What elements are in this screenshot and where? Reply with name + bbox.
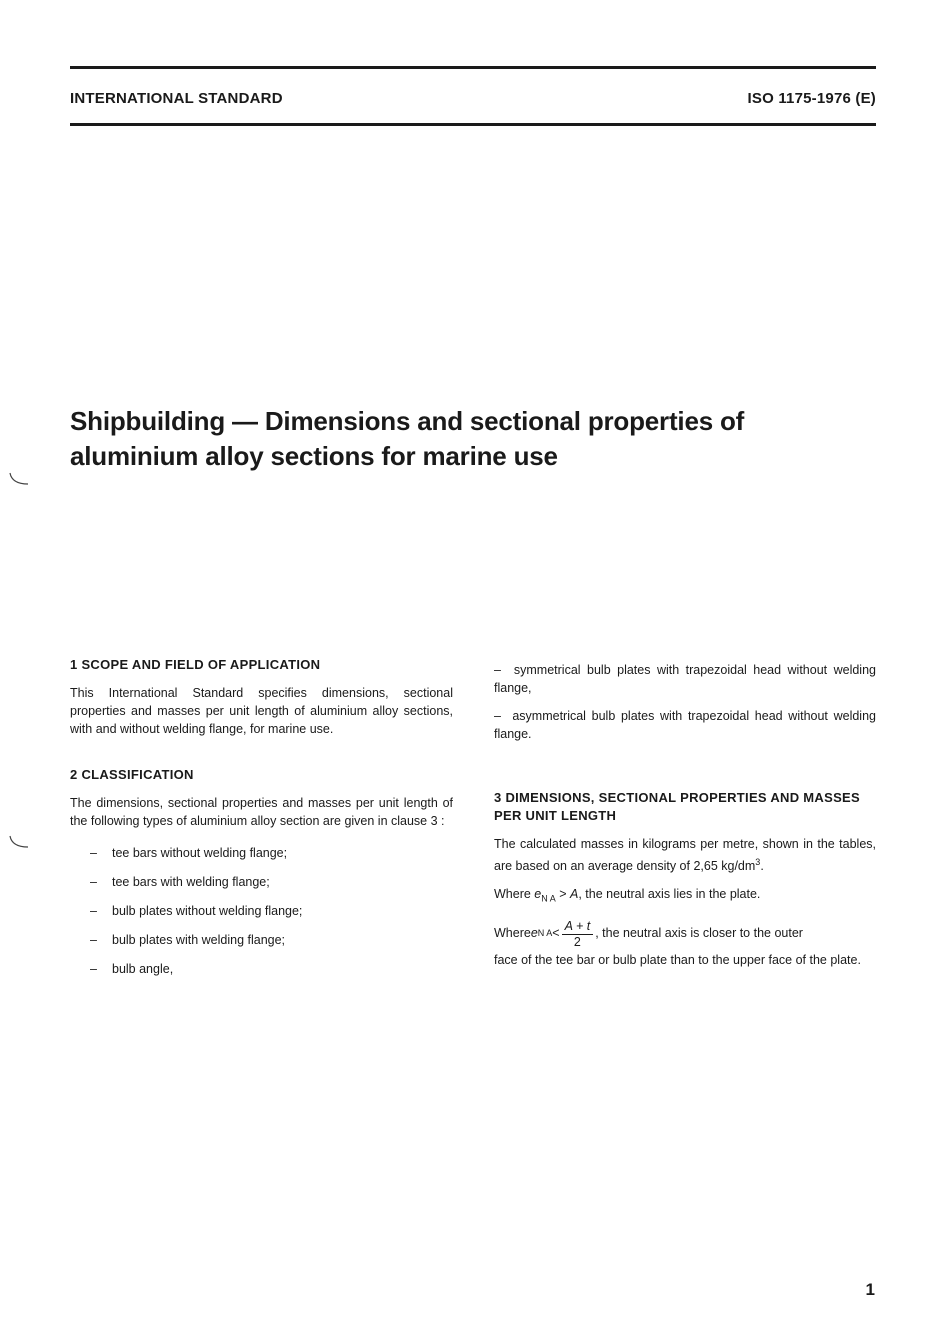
where-label: Where [494,887,535,902]
symbol-A: A [570,887,579,902]
symbol-subscript: N A [537,928,553,939]
list-item [494,661,876,697]
condition-text: , the neutral axis lies in the plate. [578,887,761,902]
list-item [90,844,453,862]
list-item-text: tee bars with welding flange; [112,875,270,889]
list-item-text: tee bars without welding flange; [112,846,288,860]
list-dash: – [90,962,97,976]
header-document-number: ISO 1175-1976 (E) [747,90,876,107]
right-column [494,661,876,979]
symbol-subscript: N A [541,893,556,904]
fraction [562,918,594,949]
list-item [90,873,453,891]
left-column [70,656,453,989]
section-2-heading: 2 CLASSIFICATION [70,767,194,782]
fraction-numerator: A + t [562,918,594,935]
operator-less: < [552,926,560,941]
section-3-heading: 3 DIMENSIONS, SECTIONAL PROPERTIES AND MASSES PER UNIT LENGTH [494,790,860,823]
list-item [90,902,453,920]
list-item-text: bulb plates with welding flange; [112,933,286,947]
section-3-formula-continuation: face of the tee bar or bulb plate than to the upper face of the plate. [494,952,861,967]
title-line-1: Shipbuilding — Dimensions and sectional properties of [70,406,745,436]
section-3-density-paragraph [494,835,876,875]
section-1-heading: 1 SCOPE AND FIELD OF APPLICATION [70,657,321,672]
list-item-text: asymmetrical bulb plates with trapezoidal head without welding flange. [494,709,876,741]
density-exponent: 3 [755,857,761,867]
fraction-denominator: 2 [573,934,581,949]
header-rule-top [70,66,876,69]
operator-greater: > [555,887,571,902]
margin-mark [8,835,30,849]
density-text: The calculated masses in kilograms per metre, shown in the tables, are based on an average density of 2,65 kg/dm [494,837,876,874]
list-dash: – [494,663,501,677]
section-1-body: This International Standard specifies dimensions, sectional properties and masses per unit length of aluminium alloy sections, with and without welding flange, for marine use. [70,686,453,736]
list-dash: – [494,709,501,723]
list-item [90,931,453,949]
margin-mark [8,472,30,486]
list-item [494,707,876,743]
page-number: 1 [865,1280,875,1299]
section-2-body: The dimensions, sectional properties and masses per unit length of the following types of aluminium alloy section are given in clause 3 : [70,796,453,828]
symbol-e: e [534,887,542,902]
section-3-plate-condition [494,885,876,908]
list-item-text: bulb plates without welding flange; [112,904,303,918]
symbol-e: e [530,926,538,941]
list-item [90,960,453,978]
list-item-text: symmetrical bulb plates with trapezoidal head without welding flange, [494,663,876,695]
list-dash: – [90,904,97,918]
density-period: . [760,859,764,874]
header-rule-bottom [70,123,876,126]
header-standard-label: INTERNATIONAL STANDARD [70,90,283,107]
section-3-formula [494,918,876,949]
title-line-2: aluminium alloy sections for marine use [70,441,558,471]
list-item-text: bulb angle, [112,962,174,976]
condition-text: , the neutral axis is closer to the outer [595,926,803,941]
where-label: Where [494,926,531,941]
classification-list-continued [494,661,876,743]
list-dash: – [90,933,97,947]
classification-list [70,844,453,978]
document-title [70,404,870,474]
list-dash: – [90,875,97,889]
list-dash: – [90,846,97,860]
